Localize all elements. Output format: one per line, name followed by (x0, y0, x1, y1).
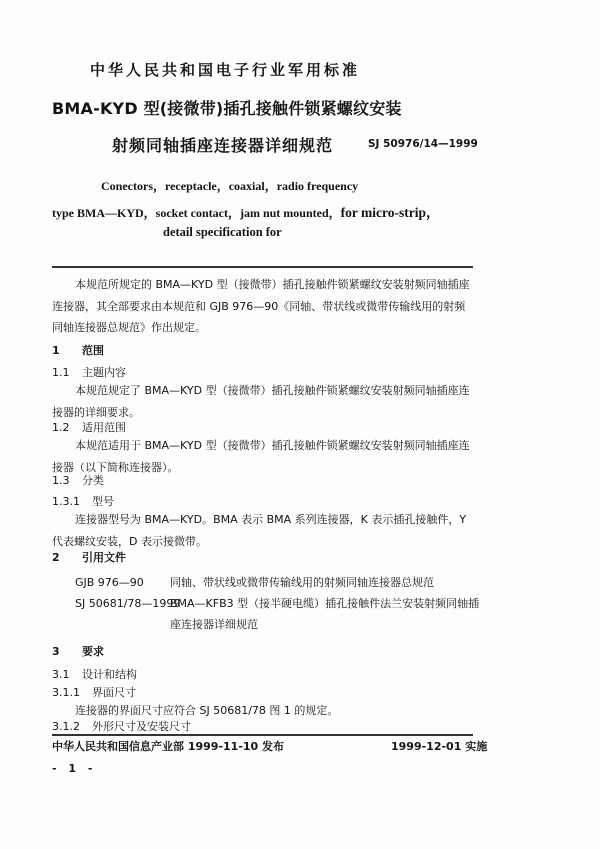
section-1-3-heading: 1.3 分类 (52, 474, 104, 487)
section-1-1-text: 本规范规定了 BMA—KYD 型（接微带）插孔接触件锁紧螺纹安装射频同轴插座连接器的详细要求。 (52, 384, 470, 419)
issued-date: 中华人民共和国信息产业部 1999-11-10 发布 (52, 740, 285, 753)
title-line-2: 射频同轴插座连接器详细规范 (112, 136, 334, 155)
section-3-1-1-heading: 3.1.1 界面尺寸 (52, 686, 136, 699)
reference-2-continued: 座连接器详细规范 (170, 618, 258, 631)
section-1-2-heading: 1.2 适用范围 (52, 421, 126, 434)
english-title-line-2b: for micro-strip， (340, 205, 440, 220)
section-3-heading: 3 要求 (52, 645, 104, 658)
reference-1: GJB 976—90 同轴、带状线或微带传输线用的射频同轴连接器总规范 (75, 576, 434, 589)
effective-date: 1999-12-01 实施 (391, 740, 488, 753)
section-1-heading: 1 范围 (52, 344, 104, 357)
english-title-line-3: detail specification for (163, 225, 282, 239)
intro-paragraph: 本规范所规定的 BMA—KYD 型（接微带）插孔接触件锁紧螺纹安装射频同轴插座连接器，其全部要求由本规范和 GJB 976—90《同轴、带状线或微带传输线用的射频同轴连接器总规范》作出规定。 (52, 278, 470, 334)
section-3-1-heading: 3.1 设计和结构 (52, 668, 137, 681)
section-1-3-1-text: 连接器型号为 BMA—KYD。BMA 表示 BMA 系列连接器，K 表示插孔接触件，Y 代表螺纹安装，D 表示接微带。 (52, 513, 467, 548)
standard-number: SJ 50976/14—1999 (368, 138, 478, 150)
footer-divider (52, 734, 473, 736)
section-1-3-1-heading: 1.3.1 型号 (52, 495, 114, 508)
top-divider (52, 266, 473, 268)
english-title-line-2 (52, 201, 440, 221)
section-1-1-heading: 1.1 主题内容 (52, 366, 126, 379)
section-2-heading: 2 引用文件 (52, 551, 126, 564)
reference-2: SJ 50681/78—1999BMA—KFB3 型（接半硬电缆）插孔接触件法兰安装射频同轴插 (75, 597, 480, 610)
page-number: - 1 - (52, 762, 97, 775)
standard-category: 中华人民共和国电子行业军用标准 (90, 61, 361, 79)
section-3-1-2-heading: 3.1.2 外形尺寸及安装尺寸 (52, 720, 191, 733)
english-title-line-2a: type BMA—KYD，socket contact，jam nut mounted， (52, 206, 341, 220)
section-3-1-1-text: 连接器的界面尺寸应符合 SJ 50681/78 图 1 的规定。 (75, 704, 339, 717)
section-1-2-text: 本规范适用于 BMA—KYD 型（接微带）插孔接触件锁紧螺纹安装射频同轴插座连接器（以下简称连接器）。 (52, 439, 470, 474)
english-title-line-1: Conectors，receptacle，coaxial，radio frequency (101, 179, 359, 193)
title-line-1: BMA-KYD 型(接微带)插孔接触件锁紧螺纹安装 (52, 99, 402, 118)
